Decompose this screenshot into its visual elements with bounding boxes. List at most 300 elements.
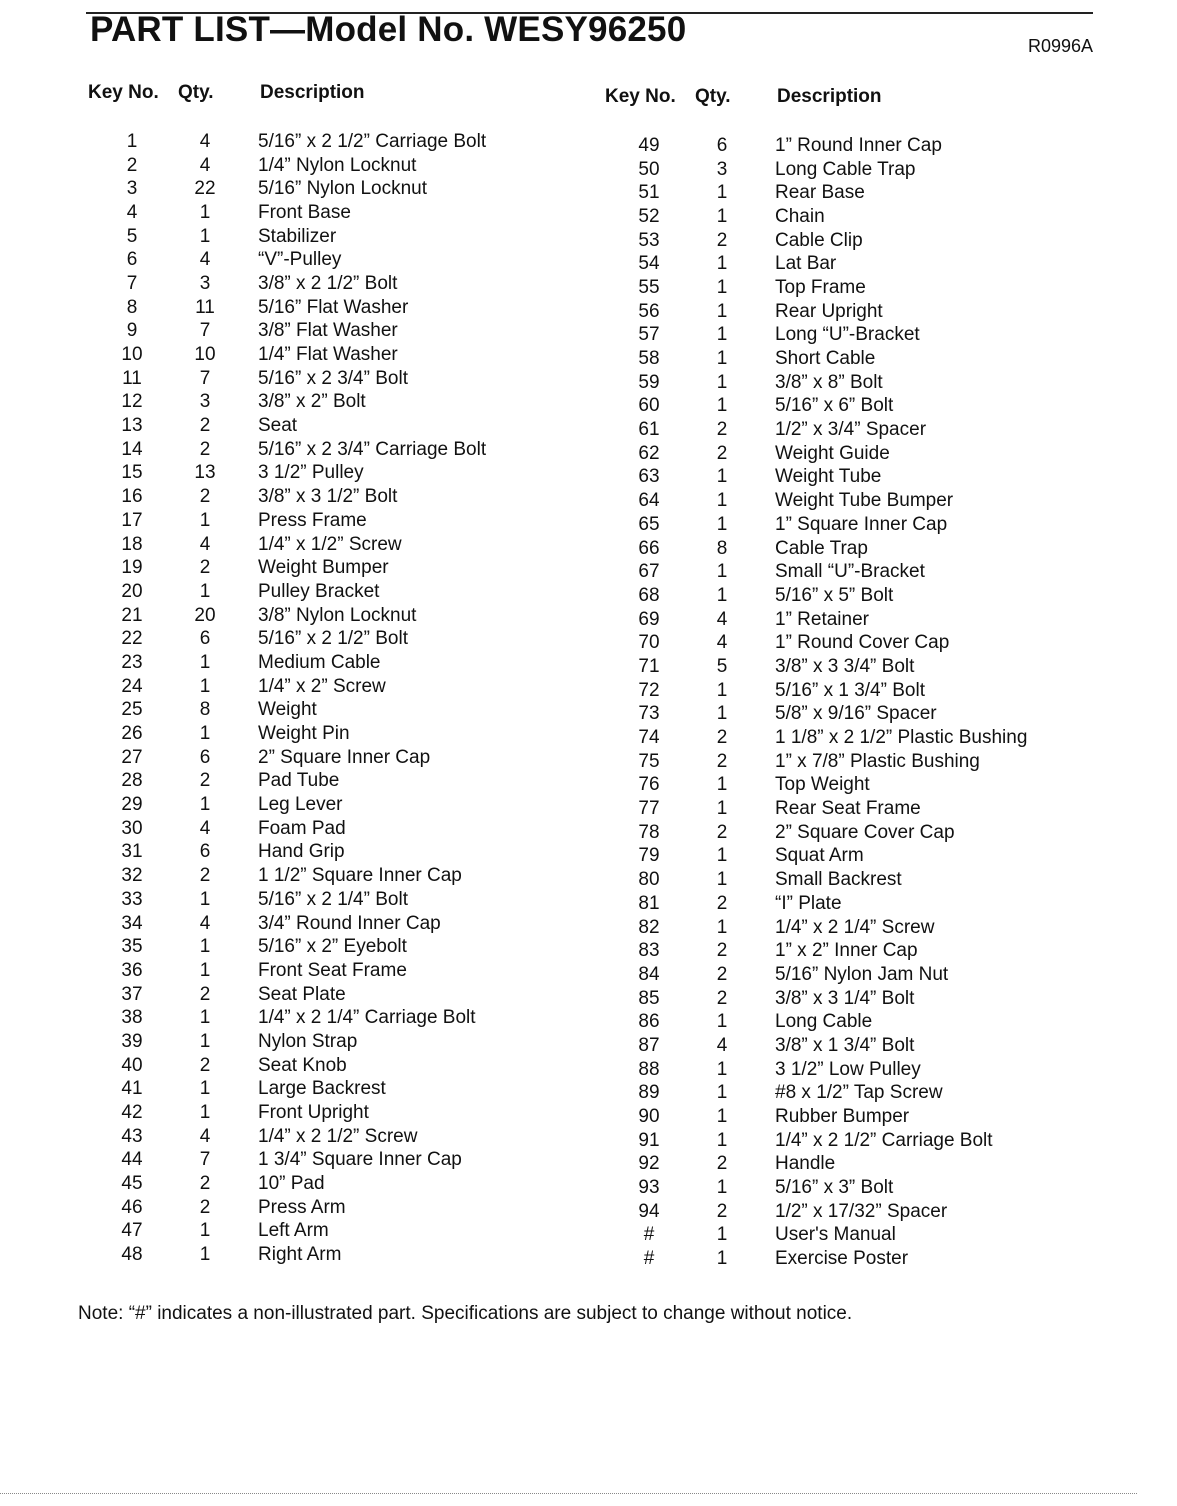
quantity: 10	[194, 344, 216, 366]
table-row	[605, 608, 1075, 632]
description: Seat	[258, 415, 298, 437]
description: 1” Round Cover Cap	[775, 632, 950, 654]
key-no: 45	[121, 1173, 143, 1195]
description: 1” x 7/8” Plastic Bushing	[775, 750, 980, 772]
description: Weight Tube	[775, 466, 882, 488]
key-no: 38	[121, 1007, 143, 1029]
key-no: 9	[126, 320, 138, 342]
quantity: 1	[199, 936, 211, 958]
description: 3 1/2” Low Pulley	[775, 1058, 921, 1080]
quantity: 1	[199, 580, 211, 602]
table-row	[605, 1200, 1075, 1224]
key-no: 61	[638, 419, 660, 441]
description: 3/4” Round Inner Cap	[258, 912, 441, 934]
table-row	[88, 888, 538, 912]
table-row	[605, 489, 1075, 513]
quantity: 1	[199, 201, 211, 223]
table-row	[88, 912, 538, 936]
quantity: 1	[199, 1102, 211, 1124]
key-no: 69	[638, 608, 660, 630]
key-no: 4	[126, 201, 138, 223]
description: 3/8” x 8” Bolt	[775, 371, 883, 393]
key-no: 83	[638, 940, 660, 962]
quantity: 2	[716, 821, 728, 843]
table-row	[605, 205, 1075, 229]
quantity: 2	[716, 419, 728, 441]
key-no: 63	[638, 466, 660, 488]
description: Small Backrest	[775, 869, 902, 891]
key-no: 8	[126, 296, 138, 318]
key-no: 43	[121, 1125, 143, 1147]
key-no: 79	[638, 845, 660, 867]
table-row	[605, 513, 1075, 537]
key-no: 52	[638, 205, 660, 227]
key-no: 10	[121, 344, 143, 366]
description: 5/16” x 3” Bolt	[775, 1177, 894, 1199]
description: 1” x 2” Inner Cap	[775, 940, 918, 962]
description: 10” Pad	[258, 1173, 325, 1195]
quantity: 7	[199, 367, 211, 389]
quantity: 1	[716, 395, 728, 417]
description: Top Frame	[775, 276, 866, 298]
description: Weight	[258, 699, 317, 721]
quantity: 1	[716, 1082, 728, 1104]
description: 3/8” Nylon Locknut	[258, 604, 417, 626]
quantity: 4	[199, 533, 211, 555]
quantity: 1	[716, 584, 728, 606]
key-no: 51	[638, 182, 660, 204]
table-row	[88, 320, 538, 344]
table-row	[88, 343, 538, 367]
key-no: 78	[638, 821, 660, 843]
table-row	[88, 1243, 538, 1267]
quantity: 1	[716, 205, 728, 227]
quantity: 1	[716, 466, 728, 488]
description: 2” Square Cover Cap	[775, 821, 955, 843]
table-row	[88, 817, 538, 841]
quantity: 22	[194, 178, 216, 200]
description: Cable Trap	[775, 537, 868, 559]
description: Nylon Strap	[258, 1030, 358, 1052]
table-row	[605, 774, 1075, 798]
key-no: 1	[126, 130, 138, 152]
description: 3/8” Flat Washer	[258, 320, 398, 342]
bottom-rule	[0, 1493, 1137, 1494]
quantity: 4	[716, 608, 728, 630]
table-row	[605, 987, 1075, 1011]
table-row	[88, 177, 538, 201]
key-no: 80	[638, 869, 660, 891]
key-no: 44	[121, 1149, 143, 1171]
quantity: 2	[199, 983, 211, 1005]
description: Front Base	[258, 201, 351, 223]
table-row	[605, 466, 1075, 490]
key-no: 33	[121, 888, 143, 910]
description: 3/8” x 3 1/4” Bolt	[775, 987, 915, 1009]
table-row	[88, 1030, 538, 1054]
description: 1” Square Inner Cap	[775, 513, 948, 535]
quantity: 2	[199, 1054, 211, 1076]
table-row	[605, 324, 1075, 348]
quantity: 1	[199, 1220, 211, 1242]
description: 5/16” Flat Washer	[258, 296, 409, 318]
quantity: 1	[716, 869, 728, 891]
quantity: 1	[716, 513, 728, 535]
key-no: 76	[638, 774, 660, 796]
description: “I” Plate	[775, 892, 842, 914]
description: Long Cable Trap	[775, 158, 916, 180]
header-qty: Qty.	[178, 82, 214, 103]
description: 5/16” x 2 1/2” Bolt	[258, 628, 408, 650]
key-no: 60	[638, 395, 660, 417]
table-row	[605, 1247, 1075, 1271]
quantity: 2	[199, 1173, 211, 1195]
key-no: 25	[121, 699, 143, 721]
key-no: 81	[638, 892, 660, 914]
table-row	[605, 868, 1075, 892]
table-row	[88, 438, 538, 462]
description: 5/16” Nylon Jam Nut	[775, 963, 949, 985]
quantity: 1	[716, 774, 728, 796]
table-row	[605, 300, 1075, 324]
key-no: 49	[638, 134, 660, 156]
quantity: 1	[716, 703, 728, 725]
key-no: 17	[121, 509, 143, 531]
table-row	[605, 276, 1075, 300]
table-row	[88, 580, 538, 604]
table-body	[88, 130, 538, 1267]
table-row	[605, 1105, 1075, 1129]
quantity: 1	[716, 182, 728, 204]
table-row	[605, 1153, 1075, 1177]
key-no: 58	[638, 348, 660, 370]
key-no: 93	[638, 1177, 660, 1199]
description: 1/2” x 3/4” Spacer	[775, 419, 927, 441]
description: Hand Grip	[258, 841, 345, 863]
quantity: 7	[199, 320, 211, 342]
quantity: 1	[716, 798, 728, 820]
table-row	[88, 130, 538, 154]
header-key-no: Key No.	[88, 82, 159, 103]
description: Long Cable	[775, 1011, 873, 1033]
key-no: 34	[121, 912, 143, 934]
table-row	[605, 797, 1075, 821]
page-title: PART LIST—Model No. WESY96250	[90, 10, 687, 49]
header-description: Description	[260, 82, 365, 103]
quantity: 4	[199, 912, 211, 934]
key-no: 68	[638, 584, 660, 606]
key-no: 72	[638, 679, 660, 701]
key-no: 32	[121, 865, 143, 887]
quantity: 2	[199, 438, 211, 460]
quantity: 4	[199, 249, 211, 271]
description: 3 1/2” Pulley	[258, 462, 364, 484]
quantity: 1	[199, 1030, 211, 1052]
key-no: 90	[638, 1106, 660, 1128]
key-no: 70	[638, 632, 660, 654]
table-body	[605, 134, 1075, 1271]
key-no: 27	[121, 746, 143, 768]
quantity: 3	[199, 272, 211, 294]
table-row	[605, 158, 1075, 182]
key-no: 85	[638, 987, 660, 1009]
key-no: 82	[638, 916, 660, 938]
table-row	[605, 939, 1075, 963]
table-row	[88, 959, 538, 983]
description: Rear Seat Frame	[775, 798, 921, 820]
key-no: 28	[121, 770, 143, 792]
table-row	[88, 1101, 538, 1125]
description: Rear Base	[775, 182, 865, 204]
quantity: 8	[199, 699, 211, 721]
quantity: 13	[194, 462, 216, 484]
key-no: 48	[121, 1244, 143, 1266]
quantity: 11	[195, 296, 215, 318]
key-no: 22	[121, 628, 143, 650]
table-header	[605, 86, 1075, 134]
table-row	[605, 442, 1075, 466]
description: Chain	[775, 205, 825, 227]
quantity: 3	[199, 391, 211, 413]
description: 1/4” Flat Washer	[258, 344, 398, 366]
table-row	[605, 1224, 1075, 1248]
key-no: 53	[638, 229, 660, 251]
key-no: 35	[121, 936, 143, 958]
quantity: 1	[716, 1011, 728, 1033]
key-no: 37	[121, 983, 143, 1005]
table-row	[88, 1220, 538, 1244]
key-no: 5	[126, 225, 138, 247]
description: 1/4” x 2 1/2” Carriage Bolt	[775, 1129, 993, 1151]
description: Top Weight	[775, 774, 870, 796]
table-row	[88, 533, 538, 557]
table-row	[605, 703, 1075, 727]
table-row	[605, 252, 1075, 276]
table-row	[605, 655, 1075, 679]
key-no: 66	[638, 537, 660, 559]
table-row	[88, 1172, 538, 1196]
table-row	[605, 537, 1075, 561]
description: Weight Bumper	[258, 557, 389, 579]
key-no: 3	[126, 178, 138, 200]
key-no: 94	[638, 1200, 660, 1222]
key-no: 46	[121, 1196, 143, 1218]
quantity: 2	[199, 1196, 211, 1218]
description: 1/2” x 17/32” Spacer	[775, 1200, 948, 1222]
table-row	[88, 509, 538, 533]
quantity: 4	[199, 154, 211, 176]
quantity: 2	[716, 229, 728, 251]
key-no: 92	[638, 1153, 660, 1175]
description: 5/16” x 2 1/4” Bolt	[258, 888, 408, 910]
description: Small “U”-Bracket	[775, 561, 925, 583]
quantity: 1	[716, 1248, 728, 1270]
quantity: 1	[199, 651, 211, 673]
key-no: 14	[121, 438, 143, 460]
quantity: 4	[716, 632, 728, 654]
quantity: 1	[199, 509, 211, 531]
table-row	[88, 770, 538, 794]
key-no: 87	[638, 1034, 660, 1056]
table-row	[88, 1149, 538, 1173]
table-row	[88, 651, 538, 675]
description: 1” Retainer	[775, 608, 869, 630]
description: 3/8” x 3 1/2” Bolt	[258, 486, 398, 508]
description: 3/8” x 2 1/2” Bolt	[258, 272, 398, 294]
table-row	[88, 699, 538, 723]
quantity: 1	[716, 1224, 728, 1246]
description: Front Seat Frame	[258, 959, 407, 981]
key-no: 86	[638, 1011, 660, 1033]
description: #8 x 1/2” Tap Screw	[775, 1082, 943, 1104]
table-row	[88, 1006, 538, 1030]
key-no: 24	[121, 675, 143, 697]
key-no: 54	[638, 253, 660, 275]
description: Pad Tube	[258, 770, 340, 792]
quantity: 6	[199, 841, 211, 863]
table-row	[88, 1196, 538, 1220]
key-no: 26	[121, 723, 143, 745]
table-row	[88, 864, 538, 888]
description: 5/8” x 9/16” Spacer	[775, 703, 937, 725]
description: 3/8” x 2” Bolt	[258, 391, 366, 413]
quantity: 1	[199, 794, 211, 816]
quantity: 8	[716, 537, 728, 559]
quantity: 2	[199, 486, 211, 508]
quantity: 1	[716, 300, 728, 322]
quantity: 6	[716, 134, 728, 156]
key-no: 91	[638, 1129, 660, 1151]
table-row	[88, 201, 538, 225]
quantity: 6	[199, 628, 211, 650]
quantity: 2	[716, 1200, 728, 1222]
quantity: 3	[716, 158, 728, 180]
quantity: 2	[716, 750, 728, 772]
quantity: 1	[716, 679, 728, 701]
quantity: 2	[199, 415, 211, 437]
table-row	[88, 841, 538, 865]
quantity: 1	[199, 675, 211, 697]
description: 3/8” x 3 3/4” Bolt	[775, 655, 915, 677]
key-no: 59	[638, 371, 660, 393]
quantity: 2	[716, 442, 728, 464]
description: Left Arm	[258, 1220, 329, 1242]
key-no: #	[643, 1248, 655, 1270]
quantity: 1	[716, 845, 728, 867]
key-no: 12	[121, 391, 143, 413]
key-no: 16	[121, 486, 143, 508]
table-row	[88, 462, 538, 486]
key-no: 89	[638, 1082, 660, 1104]
description: Weight Pin	[258, 723, 350, 745]
description: Cable Clip	[775, 229, 863, 251]
table-row	[605, 418, 1075, 442]
table-row	[88, 248, 538, 272]
description: 1/4” x 2 1/4” Carriage Bolt	[258, 1007, 476, 1029]
description: User's Manual	[775, 1224, 896, 1246]
key-no: 74	[638, 727, 660, 749]
quantity: 1	[199, 1244, 211, 1266]
footnote: Note: “#” indicates a non-illustrated part. Specifications are subject to change without notice.	[78, 1303, 853, 1324]
table-row	[605, 726, 1075, 750]
table-row	[605, 631, 1075, 655]
table-row	[88, 556, 538, 580]
key-no: 57	[638, 324, 660, 346]
key-no: 71	[638, 655, 660, 677]
table-row	[88, 675, 538, 699]
description: 1/4” x 1/2” Screw	[258, 533, 402, 555]
description: 1/4” x 2 1/2” Screw	[258, 1125, 418, 1147]
description: Pulley Bracket	[258, 580, 380, 602]
quantity: 4	[199, 817, 211, 839]
key-no: 64	[638, 490, 660, 512]
key-no: 84	[638, 963, 660, 985]
quantity: 1	[716, 561, 728, 583]
header-key-no: Key No.	[605, 86, 676, 107]
key-no: 36	[121, 959, 143, 981]
quantity: 1	[199, 723, 211, 745]
quantity: 1	[716, 276, 728, 298]
key-no: 2	[126, 154, 138, 176]
description: 1 1/2” Square Inner Cap	[258, 865, 462, 887]
quantity: 1	[716, 1106, 728, 1128]
description: 2” Square Inner Cap	[258, 746, 431, 768]
table-row	[605, 134, 1075, 158]
description: Right Arm	[258, 1244, 342, 1266]
quantity: 1	[716, 916, 728, 938]
table-row	[88, 746, 538, 770]
table-row	[605, 560, 1075, 584]
table-row	[88, 627, 538, 651]
key-no: 30	[121, 817, 143, 839]
description: Leg Lever	[258, 794, 343, 816]
description: Seat Knob	[258, 1054, 347, 1076]
description: Seat Plate	[258, 983, 346, 1005]
quantity: 1	[199, 888, 211, 910]
description: Foam Pad	[258, 817, 346, 839]
description: 1/4” Nylon Locknut	[258, 154, 417, 176]
table-row	[605, 347, 1075, 371]
table-row	[605, 963, 1075, 987]
key-no: 21	[121, 604, 143, 626]
quantity: 1	[199, 1078, 211, 1100]
table-row	[88, 1125, 538, 1149]
description: Weight Guide	[775, 442, 890, 464]
description: 5/16” x 2 3/4” Carriage Bolt	[258, 438, 487, 460]
key-no: 73	[638, 703, 660, 725]
description: 5/16” x 1 3/4” Bolt	[775, 679, 925, 701]
description: 5/16” x 2 3/4” Bolt	[258, 367, 408, 389]
description: 1/4” x 2” Screw	[258, 675, 386, 697]
description: Handle	[775, 1153, 836, 1175]
description: Long “U”-Bracket	[775, 324, 920, 346]
description: Press Arm	[258, 1196, 346, 1218]
table-row	[88, 391, 538, 415]
table-row	[605, 1176, 1075, 1200]
quantity: 1	[716, 348, 728, 370]
key-no: 20	[121, 580, 143, 602]
key-no: 31	[121, 841, 143, 863]
key-no: 7	[126, 272, 138, 294]
key-no: 29	[121, 794, 143, 816]
key-no: 41	[121, 1078, 143, 1100]
table-row	[605, 1034, 1075, 1058]
table-header	[88, 82, 538, 130]
table-row	[605, 750, 1075, 774]
quantity: 4	[716, 1034, 728, 1056]
table-row	[88, 272, 538, 296]
description: 5/16” Nylon Locknut	[258, 178, 427, 200]
